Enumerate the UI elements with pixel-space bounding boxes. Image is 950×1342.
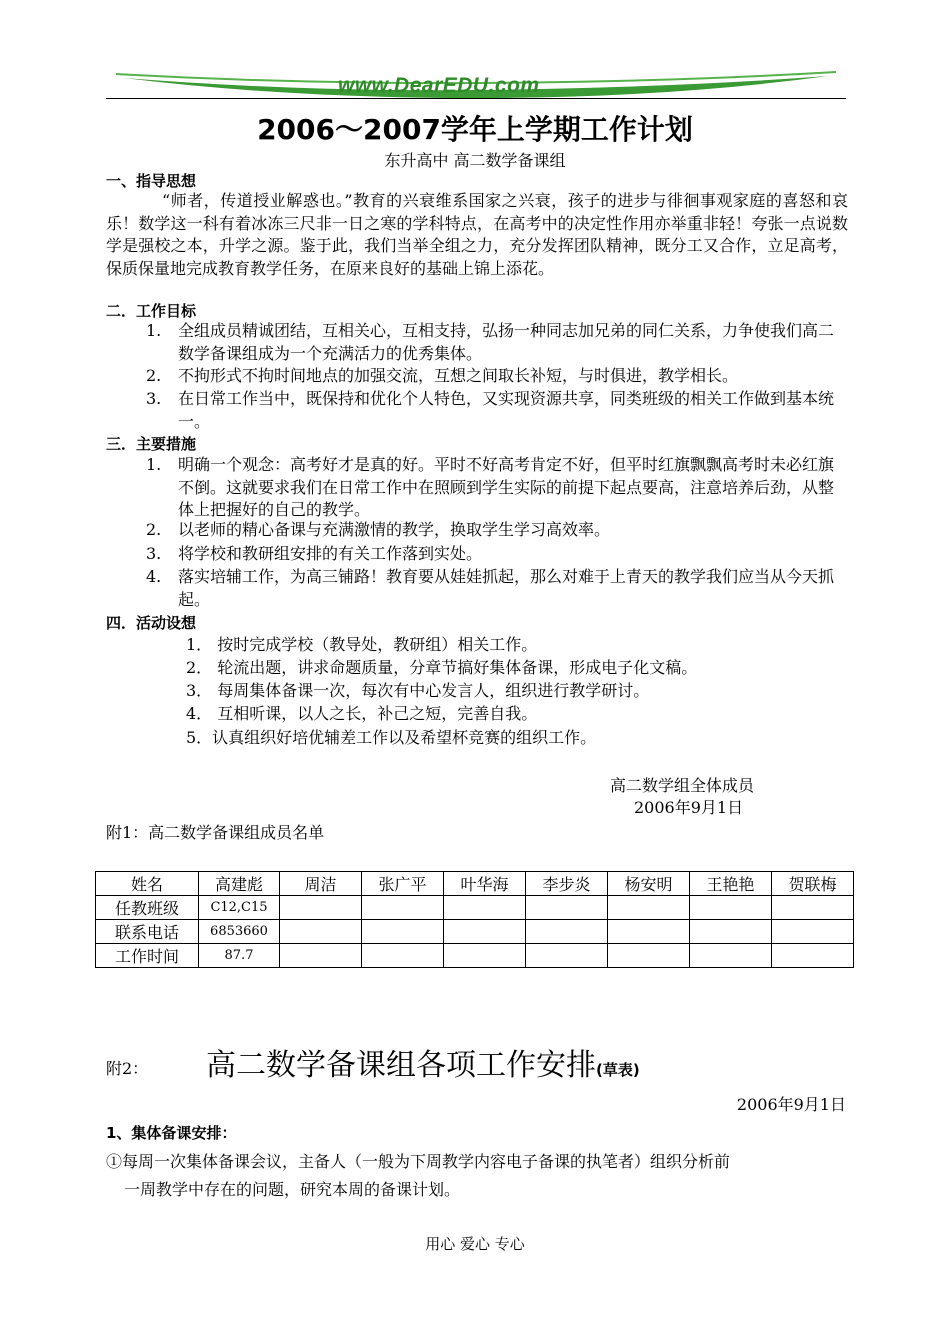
table-cell: 姓名	[96, 872, 199, 896]
activity-item: 5．认真组织好培优辅差工作以及希望杯竞赛的组织工作。	[186, 728, 597, 747]
table-cell	[608, 896, 690, 920]
table-cell	[280, 944, 362, 968]
appendix2-title-suffix: (草表)	[596, 1061, 640, 1079]
table-cell	[608, 944, 690, 968]
table-cell: 王艳艳	[690, 872, 772, 896]
list-item	[106, 1148, 848, 1204]
table-cell	[444, 896, 526, 920]
section-heading-collective-prep: 1、集体备课安排：	[106, 1124, 237, 1142]
table-cell	[444, 920, 526, 944]
table-cell: 李步炎	[526, 872, 608, 896]
table-cell: 6853660	[199, 920, 280, 944]
table-cell: C12,C15	[199, 896, 280, 920]
table-cell	[690, 896, 772, 920]
table-cell	[362, 896, 444, 920]
appendix2-date: 2006年9月1日	[736, 1095, 846, 1114]
table-cell	[280, 920, 362, 944]
list-item: 3. 将学校和教研组安排的有关工作落到实处。	[146, 544, 483, 563]
list-item: 2. 不拘形式不拘时间地点的加强交流，互想之间取长补短，与时俱进，教学相长。	[146, 366, 739, 385]
table-row	[96, 896, 854, 920]
document-subtitle: 东升高中 高二数学备课组	[384, 151, 566, 170]
table-cell	[608, 920, 690, 944]
activity-item: 4． 互相听课，以人之长，补己之短，完善自我。	[186, 704, 538, 723]
section-heading-main-measures: 三．主要措施	[106, 435, 197, 453]
item-text-line2: 一周教学中存在的问题，研究本周的备课计划。	[124, 1180, 461, 1199]
table-cell: 叶华海	[444, 872, 526, 896]
document-title: 2006～2007学年上学期工作计划	[257, 113, 693, 146]
header-rule	[106, 98, 846, 99]
table-row	[96, 944, 854, 968]
table-header-row	[96, 872, 854, 896]
table-cell	[690, 944, 772, 968]
members-table	[95, 871, 854, 968]
table-cell: 联系电话	[96, 920, 199, 944]
table-cell	[362, 920, 444, 944]
table-cell: 任教班级	[96, 896, 199, 920]
table-cell	[772, 944, 854, 968]
table-cell	[362, 944, 444, 968]
section-heading-activity-plan: 四．活动设想	[106, 614, 197, 632]
table-cell	[526, 920, 608, 944]
table-cell	[280, 896, 362, 920]
table-cell: 周洁	[280, 872, 362, 896]
appendix2-title-text: 高二数学备课组各项工作安排	[206, 1048, 596, 1083]
page-footer: 用心 爱心 专心	[425, 1235, 525, 1253]
list-item: 4. 落实培辅工作，为高三铺路！教育要从娃娃抓起，那么对难于上青天的教学我们应当从今天抓起。	[146, 567, 835, 609]
section-heading-work-goals: 二．工作目标	[106, 302, 197, 320]
table-cell	[772, 920, 854, 944]
table-cell	[444, 944, 526, 968]
table-cell: 高建彪	[199, 872, 280, 896]
table-cell: 张广平	[362, 872, 444, 896]
signature-date: 2006年9月1日	[634, 798, 744, 817]
logo-text: www.DearEDU.com	[338, 74, 540, 97]
table-cell: 杨安明	[608, 872, 690, 896]
appendix2-label: 附2：	[106, 1059, 149, 1078]
table-cell: 工作时间	[96, 944, 199, 968]
list-item: 1. 全组成员精诚团结，互相关心，互相支持，弘扬一种同志加兄弟的同仁关系，力争使我们高二数学备课组成为一个充满活力的优秀集体。	[146, 321, 835, 363]
table-cell: 贺联梅	[772, 872, 854, 896]
list-item: 2. 以老师的精心备课与充满激情的教学，换取学生学习高效率。	[146, 520, 611, 539]
list-item: 1. 明确一个观念：高考好才是真的好。平时不好高考肯定不好，但平时红旗飘飘高考时未必红旗不倒。这就要求我们在日常工作中在照顾到学生实际的前提下起点要高，注意培养后劲，从整体上把握好的自己的教学。	[146, 455, 835, 519]
item-text-line1: 每周一次集体备课会议，主备人（一般为下周教学内容电子备课的执笔者）组织分析前	[122, 1152, 731, 1171]
signature-group: 高二数学组全体成员	[610, 776, 755, 795]
list-item: 3. 在日常工作当中，既保持和优化个人特色，又实现资源共享，同类班级的相关工作做到基本统一。	[146, 389, 835, 431]
table-cell	[772, 896, 854, 920]
table-cell	[526, 896, 608, 920]
table-cell: 87.7	[199, 944, 280, 968]
guiding-idea-paragraph: “师者，传道授业解惑也。”教育的兴衰维系国家之兴衰，孩子的进步与徘徊事观家庭的喜怒和哀乐！数学这一科有着冰冻三尺非一日之寒的学科特点，在高考中的决定性作用亦举重非轻！夸张一点说数学是强校之本，升学之源。鉴于此，我们当举全组之力，充分发挥团队精神，既分工又合作，立足高考，保质保量地完成教育教学任务，在原来良好的基础上锦上添花。	[106, 191, 848, 278]
appendix2-title	[206, 1040, 640, 1084]
activity-item: 1． 按时完成学校（教导处，教研组）相关工作。	[186, 635, 538, 654]
table-cell	[526, 944, 608, 968]
table-row	[96, 920, 854, 944]
activity-item: 2． 轮流出题，讲求命题质量，分章节搞好集体备课，形成电子化文稿。	[186, 658, 698, 677]
appendix1-label: 附1：高二数学备课组成员名单	[106, 823, 325, 842]
activity-item: 3． 每周集体备课一次，每次有中心发言人，组织进行教学研讨。	[186, 681, 650, 700]
section-heading-guiding-idea: 一、指导思想	[106, 172, 197, 190]
item-marker: ①	[106, 1152, 123, 1171]
table-cell	[690, 920, 772, 944]
